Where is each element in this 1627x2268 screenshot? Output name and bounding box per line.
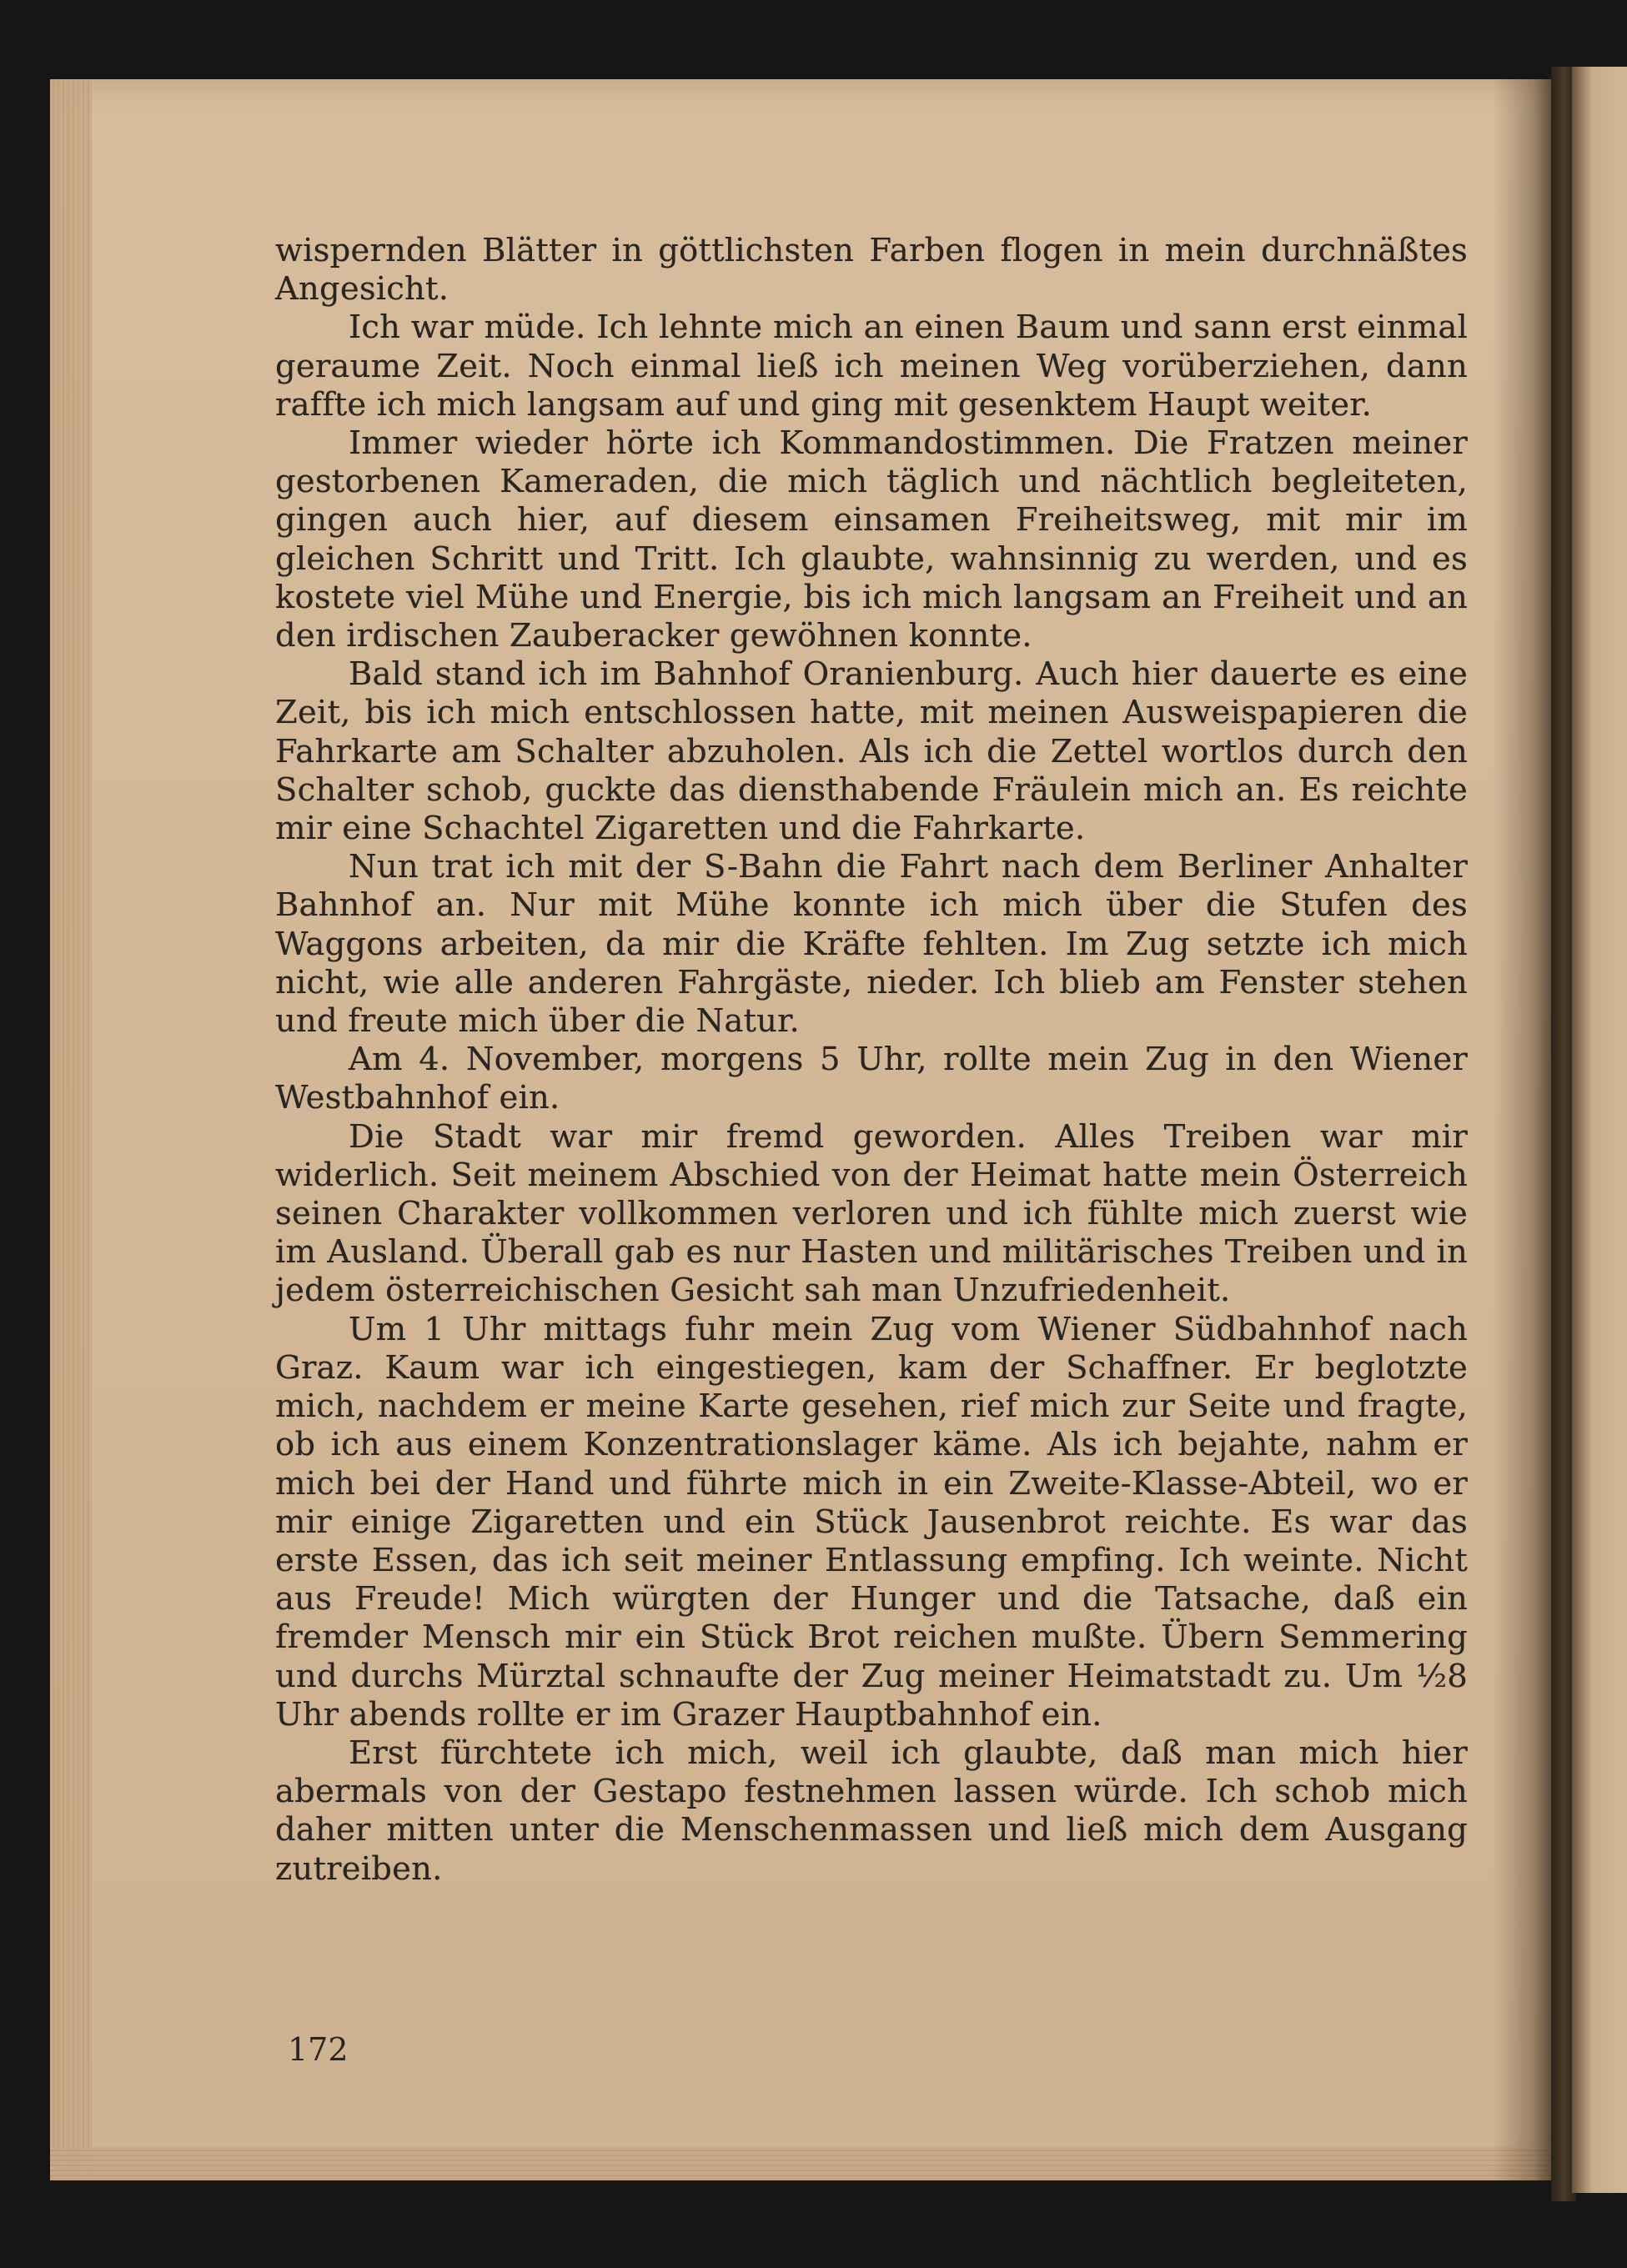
- page-edges-bottom: [50, 2147, 1551, 2180]
- paragraph: Um 1 Uhr mittags fuhr mein Zug vom Wiener Südbahnhof nach Graz. Kaum war ich eingestiegen, kam der Schaffner. Er beglotzte mich, nachdem er meine Karte gesehen, rief mich zur Seite und fragte, ob ich aus einem Konzentrationslager käme. Als ich bejahte, nahm er mich bei der Hand und führte mich in ein Zweite-Klasse-Abteil, wo er mir einige Zigaretten und ein Stück Jausenbrot reichte. Es war das erste Essen, das ich seit meiner Entlassung empfing. Ich weinte. Nicht aus Freude! Mich würgten der Hunger und die Tatsache, daß ein fremder Mensch mir ein Stück Brot reichen mußte. Übern Semmering und durchs Mürztal schnaufte der Zug meiner Heimatstadt zu. Um ½8 Uhr abends rollte er im Grazer Hauptbahnhof ein.: [275, 1310, 1468, 1734]
- paragraph: Am 4. November, morgens 5 Uhr, rollte mein Zug in den Wiener Westbahnhof ein.: [275, 1041, 1468, 1117]
- paragraph: Bald stand ich im Bahnhof Oranienburg. Auch hier dauerte es eine Zeit, bis ich mich entschlossen hatte, mit meinen Ausweispapieren die Fahrkarte am Schalter abzuholen. Als ich die Zettel wortlos durch den Schalter schob, guckte das diensthabende Fräulein mich an. Es reichte mir eine Schachtel Zigaretten und die Fahrkarte.: [275, 655, 1468, 848]
- paragraph: Erst fürchtete ich mich, weil ich glaubte, daß man mich hier abermals von der Gestapo festnehmen lassen würde. Ich schob mich daher mitten unter die Menschenmassen und ließ mich dem Ausgang zutreiben.: [275, 1734, 1468, 1888]
- page-edges-left: [50, 79, 92, 2180]
- paragraph: wispernden Blätter in göttlichsten Farben flogen in mein durchnäßtes Angesicht.: [275, 232, 1468, 309]
- paragraph: Nun trat ich mit der S-Bahn die Fahrt nach dem Berliner Anhalter Bahnhof an. Nur mit Mühe konnte ich mich über die Stufen des Waggons arbeiten, da mir die Kräfte fehlten. Im Zug setzte ich mich nicht, wie alle anderen Fahrgäste, nieder. Ich blieb am Fenster stehen und freute mich über die Natur.: [275, 848, 1468, 1041]
- gutter-shadow: [1493, 79, 1551, 2180]
- body-text: [275, 232, 1468, 1889]
- paragraph: Ich war müde. Ich lehnte mich an einen Baum und sann erst einmal geraume Zeit. Noch einmal ließ ich meinen Weg vorüberziehen, dann raffte ich mich langsam auf und ging mit gesenktem Haupt weiter.: [275, 309, 1468, 424]
- page-number: 172: [288, 2031, 349, 2068]
- paragraph: Immer wieder hörte ich Kommandostimmen. Die Fratzen meiner gestorbenen Kameraden, die mich täglich und nächtlich begleiteten, gingen auch hier, auf diesem einsamen Freiheitsweg, mit mir im gleichen Schritt und Tritt. Ich glaubte, wahnsinnig zu werden, und es kostete viel Mühe und Energie, bis ich mich langsam an Freiheit und an den irdischen Zauberacker gewöhnen konnte.: [275, 424, 1468, 655]
- paragraph: Die Stadt war mir fremd geworden. Alles Treiben war mir widerlich. Seit meinem Abschied von der Heimat hatte mein Österreich seinen Charakter vollkommen verloren und ich fühlte mich zuerst wie im Ausland. Überall gab es nur Hasten und militärisches Treiben und in jedem österreichischen Gesicht sah man Unzufriedenheit.: [275, 1117, 1468, 1310]
- adjacent-page-edge: [1572, 67, 1627, 2193]
